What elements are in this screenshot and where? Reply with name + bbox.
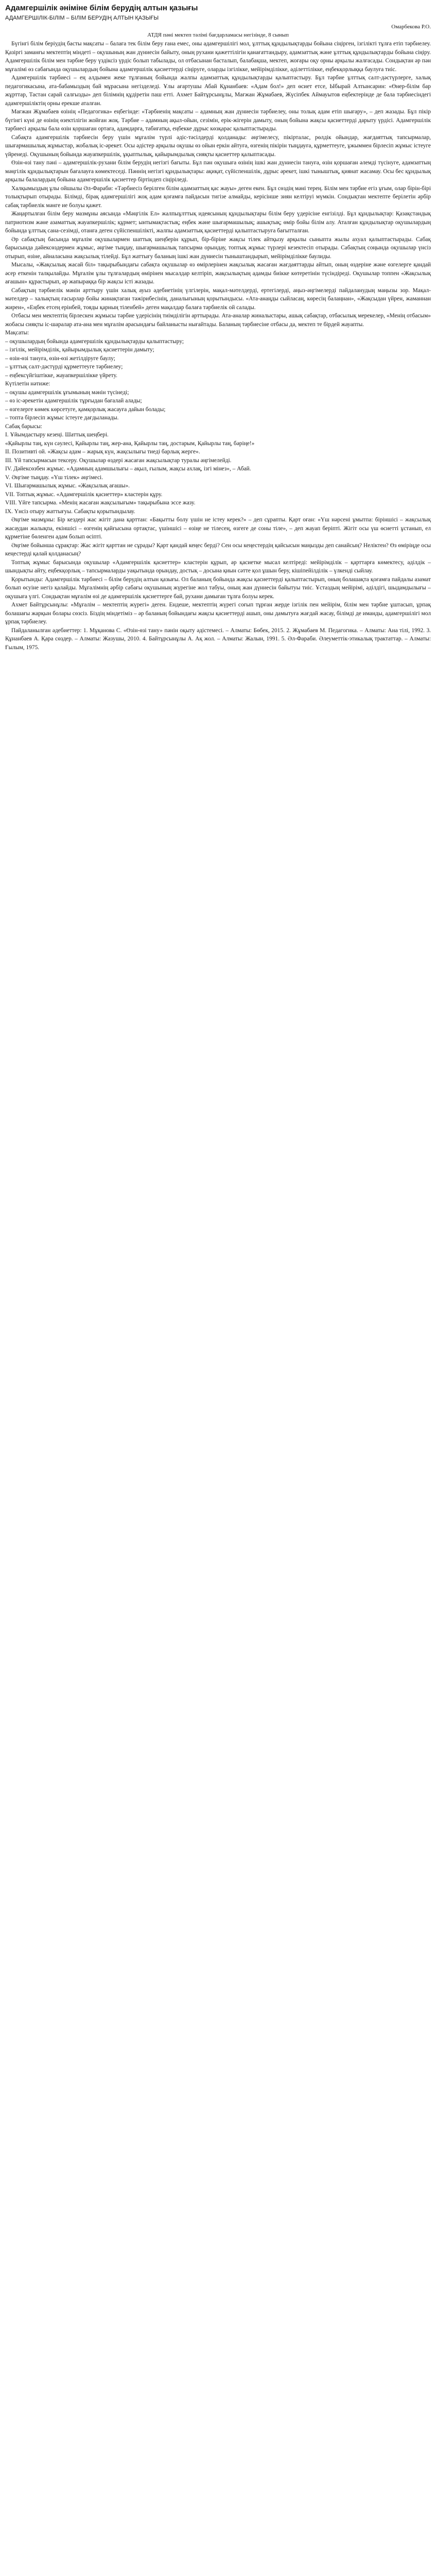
paragraph: Сабақ барысы: xyxy=(5,423,42,430)
list-item: – өз іс-әрекетін адамгершілік тұрғыдан бағалай алады; xyxy=(5,398,142,404)
document-title: Адамгершілік әніміне білім берудің алтын қазығы xyxy=(5,4,198,12)
list-item: – топта бірлесіп жұмыс істеуге дағдыланады. xyxy=(5,415,119,421)
list-item: – еңбексүйгіштікке, жауапкершілікке үйрету. xyxy=(5,372,117,379)
list-item: І. Ұйымдастыру кезеңі. Шаттық шеңбері. xyxy=(5,432,109,438)
paragraph: Сабақтың тәрбиелік мәнін арттыру үшін халық ауыз әдебиетінің үлгілерін, мақал-мәтелдерді, ертегілерді, аңыз-әңгімелерді пайдаланудың маңызы зор. Мақал-мәтелдер – халықтың ғасырлар бойы жинақтаған тәжірибесінің, даналығының қорытындысы. «Ата-анаңды сыйласаң, көресің балаңнан», «Жақсыдан үйрен, жаманнан жирен», «Еңбек етсең ерінбей, тояды қарның тіленбей» деген мақалдар балаға тәрбиелік ой салады. xyxy=(5,287,431,311)
paragraph: Топтық жұмыс барысында оқушылар «Адамгершілік қасиеттер» кластерін құрып, әр қасиетке мысал келтіреді: мейірімділік – қарттарға көмектесу, әділдік – шындықты айту, еңбекқорлық – тапсырмаларды уақытында орындау, достық – досына қиын сәтте қол ұшын беру, кішіпейілділік – үлкенді сыйлау. xyxy=(5,559,431,574)
list-item: – ізгілік, мейірімділік, қайырымдылық қасиеттерін дамыту; xyxy=(5,347,154,353)
paragraph: Жаңартылған білім беру мазмұны аясында «Мәңгілік Ел» жалпыұлттық идеясының құндылықтары білім беру үдерісіне енгізілді. Бұл құндылықтар: Қазақстандық патриотизм және азаматтық жауапкершілік; құрмет; ынтымақтастық; еңбек және шығармашылық; ашықтық; өмір бойы білім алу. Аталған құндылықтар оқушылардың бойында ұлттық сана-сезімді, отанға деген сүйіспеншілікті, жалпы адамзаттық қасиеттерді қалыптастыруға бағытталған. xyxy=(5,211,431,234)
list-item: ІІ. Позитивті ой. «Жақсы адам – жарық күн, жақсылығы тиеді барлық жерге». xyxy=(5,449,200,455)
list-item: «Қайырлы таң, күн сәулесі, Қайырлы таң, жер-ана, Қайырлы таң, достарым, Қайырлы таң, бәріңе!» xyxy=(5,440,255,447)
list-item: – өзін-өзі тануға, өзін-өзі жетілдіруге баулу; xyxy=(5,355,115,362)
paragraph: Адамгершілік тәрбиесі – ең алдымен жеке тұлғаның бойында жалпы адамзаттық құндылықтарды қалыптастыру. Бұл тәрбие ұлттық салт-дәстүрлерге, халық педагогикасына, ата-бабамыздың бай мұрасына негізделеді. Ұлы ағартушы Абай Құнанбаев: «Адам бол!» деп өсиет етсе, Ыбырай Алтынсарин: «Өнер-білім бар жұрттар, Тастан сарай салғызды» деп білімнің құдіретін паш етті. Ахмет Байтұрсынұлы, Мағжан Жұмабаев, Жүсіпбек Аймауытов еңбектерінде де бала тәрбиесіндегі адамгершіліктің орны ерекше аталған. xyxy=(5,75,431,107)
list-item: – оқушы адамгершілік ұғымының мәнін түсінеді; xyxy=(5,389,129,396)
list-item: VІ. Шығармашылық жұмыс. «Жақсылық ағашы». xyxy=(5,483,130,489)
list-item: VІІ. Топтық жұмыс. «Адамгершілік қасиеттер» кластерін құру. xyxy=(5,491,163,498)
list-item: ІХ. Үнсіз отыру жаттығуы. Сабақты қорытындылау. xyxy=(5,508,135,515)
paragraph: Бүгінгі білім беріудің басты мақсаты – балаға тек білім беру ғана емес, оны адамгершілігі мол, ұлттық құндылықтарды бойына сіңірген, ізгілікті тұлға етіп тәрбиелеу. Қазіргі заманғы мектептің міндеті – оқушының жан дүниесін байыту, оның рухани қажеттілігін қанағаттандыру, адамзаттық және ұлттық құндылықтарды бойына сіңіру. Адамгершілік білім мен тәрбие беру үздіксіз үрдіс болып табылады, ол отбасынан басталып, балабақша, мектеп, жоғары оқу орны арқылы жалғасады. Сондықтан әр пән мұғалімі өз сабағында оқушылардың бойына адамгершілік қасиеттерді сіңіруге, оларды ізгілікке, мейірімділікке, әділеттілікке, еңбекқорлыққа баулуға тиіс. xyxy=(5,41,431,73)
list-item: V. Әңгіме тыңдау. «Үш тілек» әңгімесі. xyxy=(5,474,103,481)
paragraph: Күтілетін нәтиже: xyxy=(5,381,50,387)
document-course-line: АТДЯ пәні мектеп тәлімі бағдарламасы негізінде, 8 сынып xyxy=(147,32,289,38)
list-item: – өзгелерге көмек көрсетуге, қамқорлық жасауға дайын болады; xyxy=(5,406,166,413)
document-author: Омарбекова Р.О. xyxy=(391,24,431,30)
list-item: ІV. Дәйексөзбен жұмыс. «Адамның адамшылығы – ақыл, ғылым, жақсы ахлақ, ізгі мінез», – Абай. xyxy=(5,466,251,472)
document-body xyxy=(5,40,431,652)
paragraph: Сабақта адамгершілік тәрбиесін беру үшін мұғалім түрлі әдіс-тәсілдерді қолданады: әңгімелесу, пікірталас, рөлдік ойындар, жағдаяттық тапсырмалар, шығармашылық жұмыстар, жобалық іс-әрекет. Осы әдістер арқылы оқушы өз ойын еркін айтуға, өзгенің пікірін тыңдауға, құрметтеуге, ұжыммен бірлесіп жұмыс істеуге үйренеді. Оқушының бойында жауапкершілік, ұқыптылық, қайырымдылық сияқты қасиеттер қалыптасады. xyxy=(5,134,431,158)
list-item: – оқушылардың бойында адамгершілік құндылықтарды қалыптастыру; xyxy=(5,338,184,345)
paragraph: Ахмет Байтұрсынұлы: «Мұғалім – мектептің жүрегі» деген. Ендеше, мектептің жүрегі соғып тұрған жерде ізгілік пен мейірім, білім мен тәрбие ұштасып, ұрпақ болашағы жарқын болары сөзсіз. Біздің міндетіміз – әр баланың бойындағы жақсы қасиеттерді ашып, оны дамытуға жағдай жасау, білімді де иманды, адамгершілігі мол ұрпақ тәрбиелеу. xyxy=(5,602,431,625)
paragraph: Өзін-өзі тану пәні – адамгершілік-рухани білім берудің негізгі бағыты. Бұл пән оқушыға өзінің ішкі жан дүниесін тануға, өзін қоршаған әлемді түсінуге, адамзаттың мәңгілік құндылықтарын бағалауға көмектеседі. Пәннің негізгі құндылықтары: ақиқат, сүйіспеншілік, дұрыс әрекет, ішкі тыныштық, қиянат жасамау. Осы бес құндылық арқылы балалардың бойына адамгершілік қасиеттер біртіндеп сіңіріледі. xyxy=(5,160,431,183)
list-item: ІІІ. Үй тапсырмасын тексеру. Оқушылар өздері жасаған жақсылықтар туралы әңгімелейді. xyxy=(5,457,232,464)
paragraph: Әңгіме бойынша сұрақтар: Жас жігіт қарттан не сұрады? Қарт қандай кеңес берді? Сен осы кеңестердің қайсысын маңызды деп санайсың? Неліктен? Өз өміріңде осы кеңестерді қалай қолданасың? xyxy=(5,542,431,557)
list-item: – ұлттық салт-дәстүрді құрметтеуге тәрбиелеу; xyxy=(5,364,123,370)
list-item: VІІІ. Үйге тапсырма. «Менің жасаған жақсылығым» тақырыбына эссе жазу. xyxy=(5,500,196,506)
paragraph: Пайдаланылған әдебиеттер: 1. Мұқанова С. «Өзін-өзі тану» пәнін оқыту әдістемесі. – Алматы: Бөбек, 2015. 2. Жұмабаев М. Педагогика. – Алматы: Ана тілі, 1992. 3. Құнанбаев А. Қара сөздер. – Алматы: Жазушы, 2010. 4. Байтұрсынұлы А. Ақ жол. – Алматы: Жалын, 1991. 5. Әл-Фараби. Әлеуметтік-этикалық трактаттар. – Алматы: Ғылым, 1975. xyxy=(5,627,431,651)
paragraph: Отбасы мен мектептің бірлескен жұмысы тәрбие үдерісінің тиімділігін арттырады. Ата-аналар жиналыстары, ашық сабақтар, отбасылық мерекелер, «Менің отбасым» жобасы сияқты іс-шаралар ата-ана мен мұғалім арасындағы байланысты нығайтады. Баланың тәрбиесіне отбасы да, мектеп те бірдей жауапты. xyxy=(5,313,431,328)
document-subtitle: АДАМГЕРШІЛІК-БІЛІМ – БІЛІМ БЕРУДІҢ АЛТЫН ҚАЗЫҒЫ xyxy=(5,15,159,21)
paragraph: Мақсаты: xyxy=(5,330,29,336)
paragraph: Қорытынды: Адамгершілік тәрбиесі – білім берудің алтын қазығы. Ол баланың бойында жақсы қасиеттерді қалыптастырып, оның болашақта қоғамға пайдалы азамат болып өсуіне негіз қалайды. Мұғалімнің әрбір сабағы оқушының жүрегіне жол табуы, оның жан дүниесін байытуы тиіс. Ұстаздың мейірімі, әділдігі, шыдамдылығы – оқушыға үлгі. Сондықтан мұғалім өзі де адамгершілік қасиеттерге бай, рухани дамыған тұлға болуы керек. xyxy=(5,576,431,600)
paragraph: Әр сабақтың басында мұғалім оқушылармен шаттық шеңберін құрып, бір-біріне жақсы тілек айтқызу арқылы сыныпта жылы ахуал қалыптастырады. Сабақ барысында дәйексөздермен жұмыс, әңгіме тыңдау, шығармашылық тапсырма орындау, топтық жұмыс түрлері кезектесіп отырады. Сабақтың соңында оқушылар үнсіз отырып, өзіне, айналасына жақсылық тілейді. Бұл жаттығу баланың ішкі жан дүниесін тыныштандырып, мейірімділікке баулиды. xyxy=(5,236,431,260)
paragraph: Мағжан Жұмабаев өзінің «Педагогика» еңбегінде: «Тәрбиенің мақсаты – адамның жан дүниесін тәрбиелеу, оны толық адам етіп шығару», – деп жазады. Бұл пікір бүгінгі күні де өзінің өзектілігін жойған жоқ. Тәрбие – адамның ақыл-ойын, сезімін, ерік-жігерін дамыту, оның бойына жақсы қасиеттерді дарыту үрдісі. Адамгершілік тәрбиесі арқылы бала өзін қоршаған ортаға, адамдарға, табиғатқа, еңбекке дұрыс көзқарас қалыптастырады. xyxy=(5,109,431,132)
paragraph: Халқымыздың ұлы ойшылы Әл-Фараби: «Тәрбиесіз берілген білім адамзаттың қас жауы» деген екен. Бұл сөздің мәні терең. Білім мен тәрбие егіз ұғым, олар бірін-бірі толықтырып отырады. Білімді, бірақ адамгершілігі жоқ адам қоғамға пайдасын тигізе алмайды, керісінше зиян келтіруі мүмкін. Сондықтан мектепте берілетін әрбір сабақ тәрбиелік мәнге ие болуы қажет. xyxy=(5,185,431,209)
paragraph: Әңгіме мазмұны: Бір кездері жас жігіт дана қарттан: «Бақытты болу үшін не істеу керек?» – деп сұрапты. Қарт оған: «Үш нәрсені ұмытпа: біріншісі – жақсылық жасаудан жалықпа, екіншісі – өзгенің қайғысына ортақтас, үшіншісі – өзіңе не тілесең, өзгеге де соны тіле», – деп жауап беріпті. Жігіт осы үш өсиетті ұстанып, ел құрметіне бөленген адам болып өсіпті. xyxy=(5,517,431,540)
paragraph: Мысалы, «Жақсылық жасай біл» тақырыбындағы сабақта оқушылар өз өмірлерінен жақсылық жасаған жағдаяттарды айтып, оның өздеріне және өзгелерге қандай әсер еткенін талқылайды. Мұғалім ұлы тұлғалардың өмірінен мысалдар келтіріп, жақсылықтың адамды биікке көтеретінін түсіндіреді. Оқушылар топпен «Жақсылық ағашын» құрастырып, әр жапыраққа бір жақсы істі жазады. xyxy=(5,262,431,285)
